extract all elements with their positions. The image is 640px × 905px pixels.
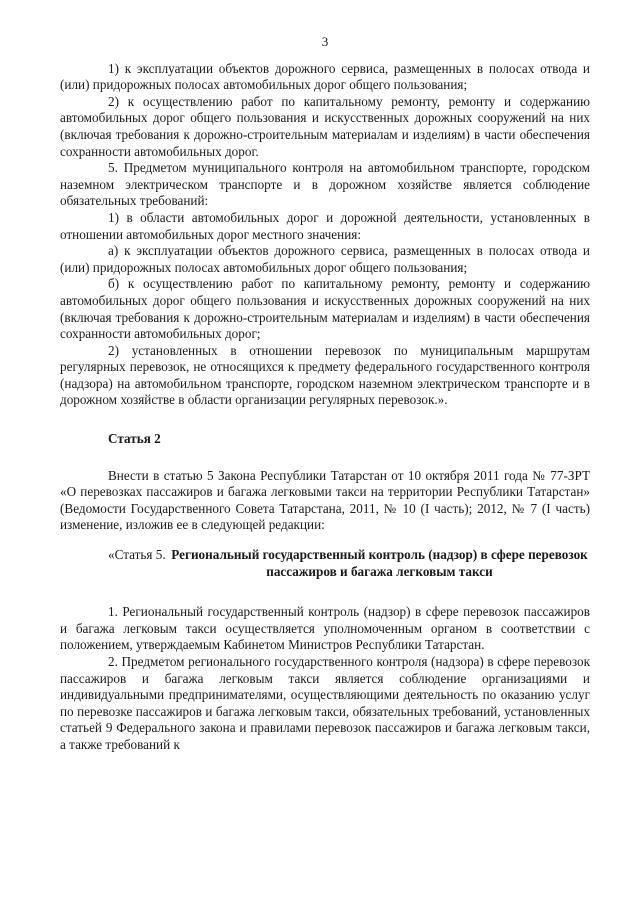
- paragraph-5-2: 2) установленных в отношении перевозок по муниципальным маршрутам регулярных перевозок, не относящихся к предмету федерального государственного контроля (надзора) на автомобильном транспорте, городском наземном электрическом транспорте и в дорожном хозяйстве в области организации регулярных перевозок.».: [60, 342, 590, 408]
- paragraph-2-a: 2) к осуществлению работ по капитальному ремонту, ремонту и содержанию автомобильных дорог общего пользования и искусственных дорожных сооружений на них (включая требования к дорожно-строительным материалам и изделиям) в части обеспечения сохранности автомобильных дорог.: [60, 93, 590, 159]
- paragraph-1-a: 1) к эксплуатации объектов дорожного сервиса, размещенных в полосах отвода и (или) придорожных полосах автомобильных дорог общего пользования;: [60, 60, 590, 93]
- spacer: [60, 534, 590, 547]
- article-intro: Внести в статью 5 Закона Республики Татарстан от 10 октября 2011 года № 77-ЗРТ «О перевозках пассажиров и багажа легковыми такси на территории Республики Татарстан» (Ведомости Государственного Совета Татарстана, 2011, № 10 (I часть); 2012, № 7 (I часть) изменение, изложив ее в следующей редакции:: [60, 467, 590, 533]
- statute-prefix: «Статья 5.: [108, 547, 169, 563]
- statute-title: Региональный государственный контроль (надзор) в сфере перевозок пассажиров и багажа легковым такси: [171, 547, 588, 579]
- document-page: [60, 34, 590, 754]
- paragraph-5: 5. Предметом муниципального контроля на автомобильном транспорте, городском наземном электрическом транспорте и в дорожном хозяйстве является соблюдение обязательных требований:: [60, 160, 590, 209]
- paragraph-5-1-a: а) к эксплуатации объектов дорожного сервиса, размещенных в полосах отвода и (или) придорожных полосах автомобильных дорог общего пользования;: [60, 243, 590, 275]
- statute-heading: [60, 547, 590, 580]
- article-heading: Статья 2: [108, 431, 161, 447]
- paragraph-5-1: 1) в области автомобильных дорог и дорожной деятельности, установленных в отношении автомобильных дорог местного значения:: [60, 209, 590, 242]
- statute-paragraph-2: 2. Предметом регионального государственного контроля (надзора) в сфере перевозок пассажиров и багажа легковым такси является соблюдение организациями и индивидуальными предпринимателями, осуществляющими деятельность по оказанию услуг по перевозке пассажиров и багажа легковым такси, обязательных требований, установленных статьей 9 Федерального закона и правилами перевозок пассажиров и багажа легковым такси, а также требований к: [60, 654, 590, 752]
- statute-paragraph-1: 1. Региональный государственный контроль (надзор) в сфере перевозок пассажиров и багажа легковым такси осуществляется уполномоченным органом в соответствии с положением, утверждаемым Кабинетом Министров Республики Татарстан.: [60, 604, 590, 653]
- page-number: 3: [321, 34, 329, 49]
- spacer: [60, 584, 590, 604]
- paragraph-5-1-b: б) к осуществлению работ по капитальному ремонту, ремонту и содержанию автомобильных дорог общего пользования и искусственных дорожных сооружений на них (включая требования к дорожно-строительным материалам и изделиям) в части обеспечения сохранности автомобильных дорог;: [60, 276, 590, 342]
